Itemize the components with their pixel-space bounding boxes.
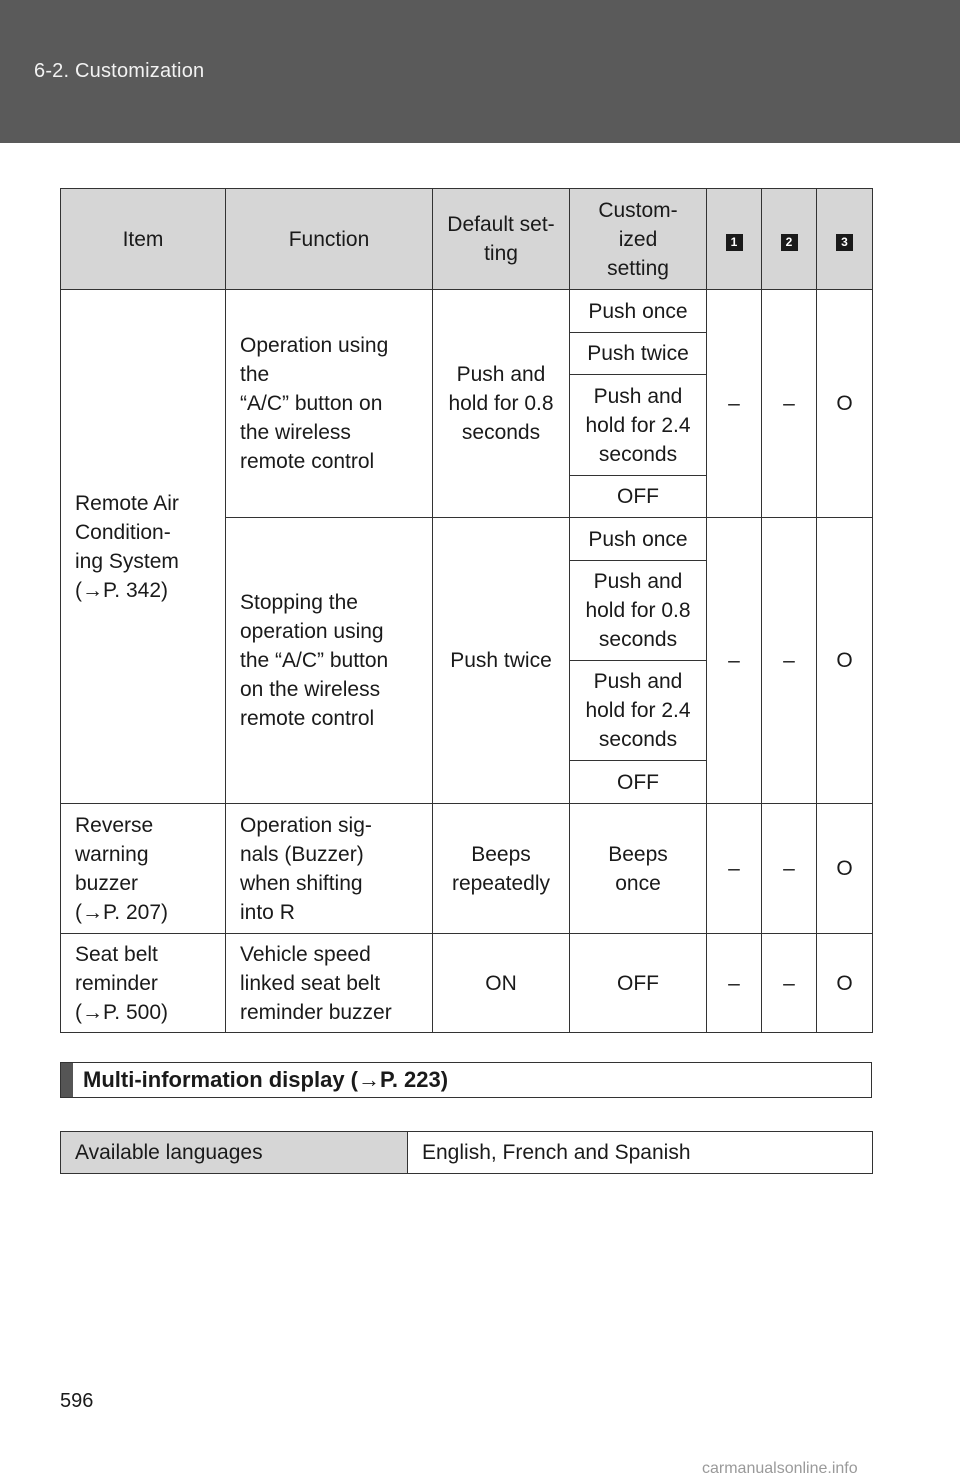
cell-method-3: O [817, 290, 873, 518]
watermark: carmanualsonline.info [702, 1460, 858, 1477]
header-function: Function [226, 189, 433, 290]
cell-function: Operation sig- nals (Buzzer) when shifting into R [226, 804, 433, 934]
method-2-icon: 2 [781, 234, 798, 251]
cell-default: ON [433, 934, 570, 1033]
cell-default: Push twice [433, 518, 570, 804]
cell-item-seatbelt: Seat belt reminder (→P. 500) [61, 934, 226, 1033]
header-method-3 [817, 189, 873, 290]
cell-default: Push and hold for 0.8 seconds [433, 290, 570, 518]
table-header-row [61, 189, 873, 290]
cell-method-1: – [707, 934, 762, 1033]
cell-method-2: – [762, 518, 817, 804]
cell-method-2: – [762, 290, 817, 518]
method-3-icon: 3 [836, 234, 853, 251]
languages-label: Available languages [61, 1132, 408, 1174]
header-method-1 [707, 189, 762, 290]
section-bar [61, 1063, 73, 1097]
page-number: 596 [60, 1390, 94, 1412]
cell-function: Vehicle speed linked seat belt reminder buzzer [226, 934, 433, 1033]
cell-function: Stopping the operation using the “A/C” button on the wireless remote control [226, 518, 433, 804]
table-row [61, 934, 873, 1033]
cell-custom-option: Push twice [570, 333, 707, 375]
cell-method-1: – [707, 804, 762, 934]
cell-function: Operation using the “A/C” button on the wireless remote control [226, 290, 433, 518]
page-header [0, 0, 960, 143]
header-customized-setting: Custom- ized setting [570, 189, 707, 290]
section-heading [60, 1062, 872, 1098]
cell-method-1: – [707, 290, 762, 518]
cell-item-reverse: Reverse warning buzzer (→P. 207) [61, 804, 226, 934]
languages-table [60, 1131, 873, 1174]
cell-method-2: – [762, 934, 817, 1033]
cell-custom-option: Push and hold for 0.8 seconds [570, 561, 707, 661]
cell-custom-option: Push and hold for 2.4 seconds [570, 375, 707, 476]
header-method-2 [762, 189, 817, 290]
languages-value: English, French and Spanish [408, 1132, 873, 1174]
header-default-setting: Default set- ting [433, 189, 570, 290]
cell-custom-option: Push once [570, 290, 707, 333]
table-row [61, 1132, 873, 1174]
cell-method-3: O [817, 804, 873, 934]
cell-method-2: – [762, 804, 817, 934]
customization-table [60, 188, 873, 1033]
section-breadcrumb: 6-2. Customization [34, 60, 205, 82]
table-row [61, 290, 873, 333]
cell-method-3: O [817, 934, 873, 1033]
cell-custom-option: OFF [570, 476, 707, 518]
cell-default: Beeps repeatedly [433, 804, 570, 934]
cell-custom-option: OFF [570, 761, 707, 804]
cell-item-remote-ac: Remote Air Condition- ing System (→P. 342) [61, 290, 226, 804]
cell-method-3: O [817, 518, 873, 804]
method-1-icon: 1 [726, 234, 743, 251]
table-row [61, 804, 873, 934]
cell-method-1: – [707, 518, 762, 804]
section-title-text: Multi-information display (→P. 223) [83, 1067, 449, 1092]
cell-custom-option: Push and hold for 2.4 seconds [570, 661, 707, 761]
cell-custom: Beeps once [570, 804, 707, 934]
cell-custom: OFF [570, 934, 707, 1033]
cell-custom-option: Push once [570, 518, 707, 561]
header-item: Item [61, 189, 226, 290]
